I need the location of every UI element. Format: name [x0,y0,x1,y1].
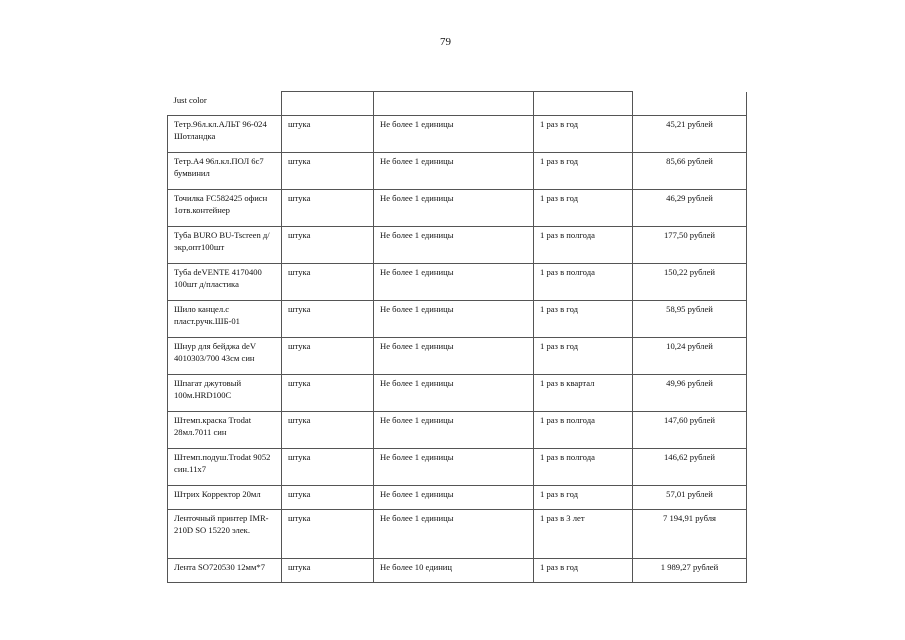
table-row [168,153,747,190]
frequency-cell: 1 раз в квартал [534,375,633,412]
price-cell [633,92,747,116]
unit-cell: штука [282,510,374,559]
table-row [168,559,747,583]
item-name-cell: Лента SO720530 12мм*7 [168,559,282,583]
price-cell: 10,24 рублей [633,338,747,375]
unit-cell: штука [282,338,374,375]
quantity-cell: Не более 1 единицы [374,338,534,375]
item-name-cell: Тетр.А4 96л.кл.ПОЛ 6с7 бумвинил [168,153,282,190]
item-name-cell: Туба BURO BU-Tscreen д/экр,опт100шт [168,227,282,264]
table-row [168,92,747,116]
frequency-cell: 1 раз в 3 лет [534,510,633,559]
frequency-cell: 1 раз в полгода [534,449,633,486]
quantity-cell: Не более 1 единицы [374,510,534,559]
frequency-cell: 1 раз в полгода [534,412,633,449]
item-name-cell: Штемп.подуш.Trodat 9052 син.11х7 [168,449,282,486]
quantity-cell: Не более 1 единицы [374,227,534,264]
price-cell: 150,22 рублей [633,264,747,301]
frequency-cell: 1 раз в год [534,116,633,153]
frequency-cell: 1 раз в год [534,190,633,227]
price-cell: 45,21 рублей [633,116,747,153]
quantity-cell: Не более 1 единицы [374,190,534,227]
quantity-cell: Не более 10 единиц [374,559,534,583]
price-cell: 1 989,27 рублей [633,559,747,583]
unit-cell [282,92,374,116]
price-cell: 147,60 рублей [633,412,747,449]
price-cell: 146,62 рублей [633,449,747,486]
quantity-cell [374,92,534,116]
frequency-cell: 1 раз в год [534,153,633,190]
item-name-cell: Ленточный принтер IMR-210D SO 15220 элек. [168,510,282,559]
price-cell: 49,96 рублей [633,375,747,412]
unit-cell: штука [282,559,374,583]
frequency-cell: 1 раз в год [534,559,633,583]
table-body [168,92,747,583]
frequency-cell: 1 раз в год [534,338,633,375]
quantity-cell: Не более 1 единицы [374,264,534,301]
table-row [168,116,747,153]
frequency-cell: 1 раз в полгода [534,227,633,264]
quantity-cell: Не более 1 единицы [374,301,534,338]
quantity-cell: Не более 1 единицы [374,412,534,449]
price-cell: 7 194,91 рубля [633,510,747,559]
unit-cell: штука [282,227,374,264]
table-row [168,412,747,449]
unit-cell: штука [282,264,374,301]
table-row [168,338,747,375]
frequency-cell: 1 раз в год [534,301,633,338]
table-row [168,301,747,338]
table-row [168,264,747,301]
unit-cell: штука [282,375,374,412]
table-row [168,375,747,412]
unit-cell: штука [282,153,374,190]
unit-cell: штука [282,412,374,449]
frequency-cell: 1 раз в полгода [534,264,633,301]
item-name-cell: Шило канцел.с пласт.ручк.ШБ-01 [168,301,282,338]
table-row [168,190,747,227]
item-name-cell: Шпагат джутовый 100м.HRD100C [168,375,282,412]
item-name-cell: Штемп.краска Trodat 28мл.7011 син [168,412,282,449]
price-cell: 58,95 рублей [633,301,747,338]
price-cell: 46,29 рублей [633,190,747,227]
table-row [168,510,747,559]
item-name-cell: Шнур для бейджа deV 4010303/700 43см син [168,338,282,375]
quantity-cell: Не более 1 единицы [374,486,534,510]
item-name-cell: Штрих Корректор 20мл [168,486,282,510]
table-row [168,486,747,510]
quantity-cell: Не более 1 единицы [374,449,534,486]
frequency-cell: 1 раз в год [534,486,633,510]
item-name-cell: Just color [168,92,282,116]
price-cell: 57,01 рублей [633,486,747,510]
item-name-cell: Туба deVENTE 4170400 100шт д/пластика [168,264,282,301]
unit-cell: штука [282,301,374,338]
supplies-table [167,91,747,583]
table-row [168,449,747,486]
price-cell: 85,66 рублей [633,153,747,190]
quantity-cell: Не более 1 единицы [374,375,534,412]
item-name-cell: Тетр.96л.кл.АЛЬТ 96-024 Шотландка [168,116,282,153]
unit-cell: штука [282,449,374,486]
frequency-cell [534,92,633,116]
item-name-cell: Точилка FC582425 офисн 1отв.контейнер [168,190,282,227]
unit-cell: штука [282,190,374,227]
table-row [168,227,747,264]
unit-cell: штука [282,486,374,510]
price-cell: 177,50 рублей [633,227,747,264]
quantity-cell: Не более 1 единицы [374,153,534,190]
quantity-cell: Не более 1 единицы [374,116,534,153]
unit-cell: штука [282,116,374,153]
page-number: 79 [440,36,451,48]
